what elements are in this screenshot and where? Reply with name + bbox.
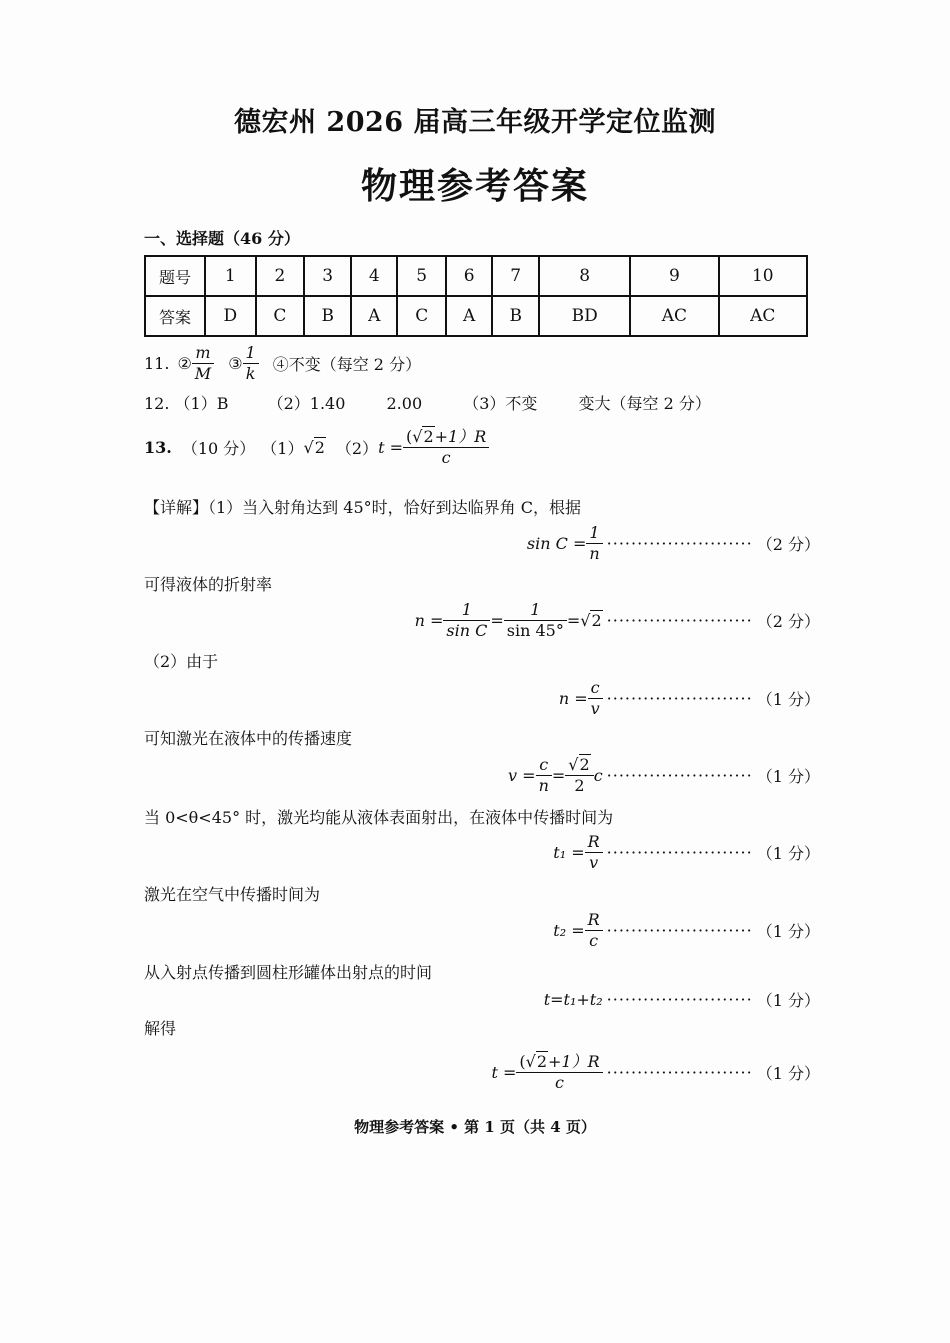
answer-cell: D: [205, 296, 256, 336]
fraction-denominator: k: [245, 364, 256, 383]
q12-part-2: （2）1.40: [267, 394, 346, 413]
table-row-questions: [145, 256, 807, 296]
q13-part-1: （1）: [261, 439, 304, 458]
detail-text-solve: 解得: [144, 1019, 177, 1038]
q13-number: 13.: [144, 438, 172, 457]
equation-3: n = $\frac{c}{v}$ ························ （1 分）: [558, 678, 820, 718]
equation-score: （2 分）: [756, 535, 820, 554]
answer-cell: AC: [630, 296, 718, 336]
section-heading-choice: 一、选择题（46 分）: [144, 229, 300, 248]
question-number: 4: [351, 256, 397, 296]
q12-part-2b: 2.00: [386, 394, 423, 413]
equation-score: （1 分）: [756, 922, 820, 941]
answer-cell: AC: [719, 296, 807, 336]
equation-score: （1 分）: [756, 690, 820, 709]
equation-8: t = $\frac{(√2+1)R}{c}$ ························ （1 分）: [491, 1052, 820, 1092]
sqrt-icon: √: [525, 1052, 536, 1071]
q13-score: （10 分）: [181, 439, 256, 458]
q13-time-fraction: [403, 428, 489, 467]
question-number: 5: [397, 256, 446, 296]
q11-fraction-1-over-k: [243, 344, 259, 383]
sqrt-icon: √: [303, 438, 314, 457]
fraction-denominator: c: [441, 448, 451, 467]
answer-cell: C: [256, 296, 305, 336]
q11-fraction-m-over-M: [192, 344, 214, 383]
answer-cell: A: [351, 296, 397, 336]
answer-table: [144, 255, 808, 337]
detail-text-because: （2）由于: [144, 652, 219, 671]
question-number: 2: [256, 256, 305, 296]
equation-score: （1 分）: [756, 844, 820, 863]
detail-text-time-air: 激光在空气中传播时间为: [144, 885, 321, 904]
q13-t-lhs: t =: [378, 438, 403, 457]
detail-intro: 【详解】（1）当入射角达到 45°时，恰好到达临界角 C，根据: [144, 498, 581, 517]
sqrt-icon: √: [568, 755, 579, 774]
q11-circle-2: ②: [177, 354, 192, 373]
answer-cell: A: [446, 296, 492, 336]
equation-5: t₁ = $\frac{R}{v}$ ························ （1 分）: [553, 832, 820, 872]
equation-score: （1 分）: [756, 991, 820, 1010]
equation-4: v = $\frac{c}{n}$ = $\frac{√2}{2}$ c ························ （1 分）: [508, 755, 820, 795]
question-number: 1: [205, 256, 256, 296]
answer-12: [144, 391, 711, 414]
answer-cell: B: [304, 296, 351, 336]
row-label-question: 题号: [145, 256, 205, 296]
answer-cell: C: [397, 296, 446, 336]
page-footer: 物理参考答案 • 第 1 页（共 4 页）: [354, 1118, 596, 1136]
question-number: 7: [492, 256, 539, 296]
answer-13: [144, 428, 489, 467]
detail-text-speed: 可知激光在液体中的传播速度: [144, 729, 353, 748]
question-number: 9: [630, 256, 718, 296]
detail-text-time-liquid: 当 0<θ<45° 时，激光均能从液体表面射出，在液体中传播时间为: [144, 808, 614, 827]
answer-key-title: 物理参考答案: [360, 165, 589, 207]
answer-cell: B: [492, 296, 539, 336]
q11-number: 11.: [144, 354, 170, 373]
question-number: 8: [539, 256, 630, 296]
q11-circle-4-text: ④不变（每空 2 分）: [272, 355, 422, 374]
equation-score: （1 分）: [756, 767, 820, 786]
equation-6: t₂ = $\frac{R}{c}$ ························ （1 分）: [553, 910, 820, 950]
sqrt-icon: √: [412, 427, 423, 446]
q12-part-3: （3）不变: [463, 394, 538, 413]
table-row-answers: [145, 296, 807, 336]
q12-number: 12.: [144, 394, 170, 413]
equation-score: （1 分）: [756, 1064, 820, 1083]
equation-2: n = $\frac{1}{\text{sin C}}$ = $\frac{1}{\sin 45^\circ}$ = √ 2 ························ （2 分）: [414, 600, 820, 640]
fraction-numerator: (√2+1）R: [403, 428, 489, 448]
row-label-answer: 答案: [145, 296, 205, 336]
equation-7: t=t₁+t₂ ························ （1 分）: [543, 990, 820, 1010]
equation-1: sin C = $\frac{1}{n}$ ························ （2 分）: [526, 523, 820, 563]
sqrt-icon: √: [580, 611, 591, 630]
question-number: 6: [446, 256, 492, 296]
fraction-numerator: m: [192, 344, 214, 364]
question-number: 3: [304, 256, 351, 296]
answer-cell: BD: [539, 296, 630, 336]
detail-text-total-time: 从入射点传播到圆柱形罐体出射点的时间: [144, 963, 433, 982]
q11-circle-3: ③: [228, 354, 243, 373]
detail-text-refractive: 可得液体的折射率: [144, 575, 273, 594]
exam-title: 德宏州 2026 届高三年级开学定位监测: [234, 107, 716, 138]
equation-score: （2 分）: [756, 612, 820, 631]
fraction-numerator: 1: [243, 344, 259, 364]
sqrt-radicand: 2: [314, 438, 325, 457]
q13-part-2: （2）: [335, 439, 379, 458]
q12-part-3b: 变大（每空 2 分）: [578, 394, 711, 413]
q12-part-1: （1）B: [174, 394, 229, 413]
question-number: 10: [719, 256, 807, 296]
answer-11: [144, 344, 421, 383]
fraction-denominator: M: [194, 364, 212, 383]
